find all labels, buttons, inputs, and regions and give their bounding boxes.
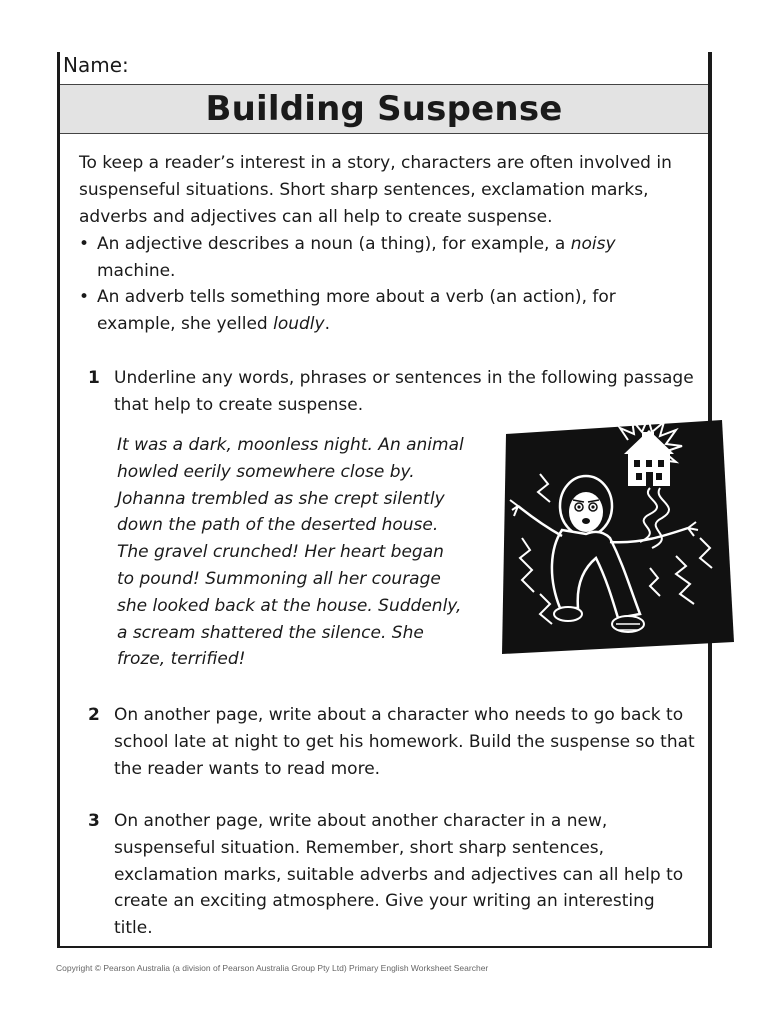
question-number: 2 <box>88 705 100 725</box>
bullet-text: An adverb tells something more about a verb (an action), for example, she yelled loudly. <box>97 287 616 334</box>
passage-line: It was a dark, moonless night. An animal <box>117 435 464 455</box>
bullet-dot: • <box>79 287 90 307</box>
question-text: On another page, write about a character who needs to go back to school late at night to get his homework. Build the suspense so that the reader wants to read more. <box>114 705 695 779</box>
question-1 <box>88 365 698 419</box>
passage-line: a scream shattered the silence. She <box>117 622 424 643</box>
passage-line: Johanna trembled as she crept silently <box>117 488 445 509</box>
passage-line: The gravel crunched! Her heart began <box>117 542 444 563</box>
question-number: 3 <box>88 811 100 831</box>
question-3 <box>88 808 698 942</box>
question-text: On another page, write about another character in a new, suspenseful situation. Remember, short sharp sentences, exclamation marks, suitable adverbs and adjectives can all help to create an exciting atmosphere. Give your writing an interesting title. <box>114 811 684 939</box>
scared-girl-haunted-house-illustration <box>500 418 736 660</box>
question-number: 1 <box>88 368 100 388</box>
frame-bottom-border <box>57 946 712 948</box>
frame-left-border <box>57 52 60 948</box>
bullet-text: An adjective describes a noun (a thing), for example, a noisy machine. <box>97 234 616 281</box>
page-title: Building Suspense <box>205 89 563 129</box>
name-label: Name: <box>63 53 129 77</box>
story-passage <box>117 432 489 673</box>
example-word-loudly: loudly <box>273 313 325 334</box>
question-text: Underline any words, phrases or sentences in the following passage that help to create suspense. <box>114 368 694 415</box>
example-word-noisy: noisy <box>570 234 616 254</box>
bullet-adverb <box>79 284 699 338</box>
passage-line: down the path of the deserted house. <box>117 515 439 536</box>
title-bar <box>60 84 708 134</box>
passage-line: to pound! Summoning all her courage <box>117 568 441 589</box>
passage-line: froze, terrified! <box>117 649 246 670</box>
question-2 <box>88 702 698 782</box>
passage-line: howled eerily somewhere close by. <box>117 461 415 482</box>
intro-paragraph: To keep a reader’s interest in a story, characters are often involved in suspenseful situations. Short sharp sentences, exclamation marks, adverbs and adjectives can all help to create suspense. <box>79 153 672 227</box>
copyright-footer: Copyright © Pearson Australia (a division of Pearson Australia Group Pty Ltd) Primary English Worksheet Searcher <box>56 963 489 973</box>
passage-line: she looked back at the house. Suddenly, <box>117 595 462 616</box>
bullet-adjective <box>79 231 699 285</box>
bullet-dot: • <box>79 234 90 254</box>
